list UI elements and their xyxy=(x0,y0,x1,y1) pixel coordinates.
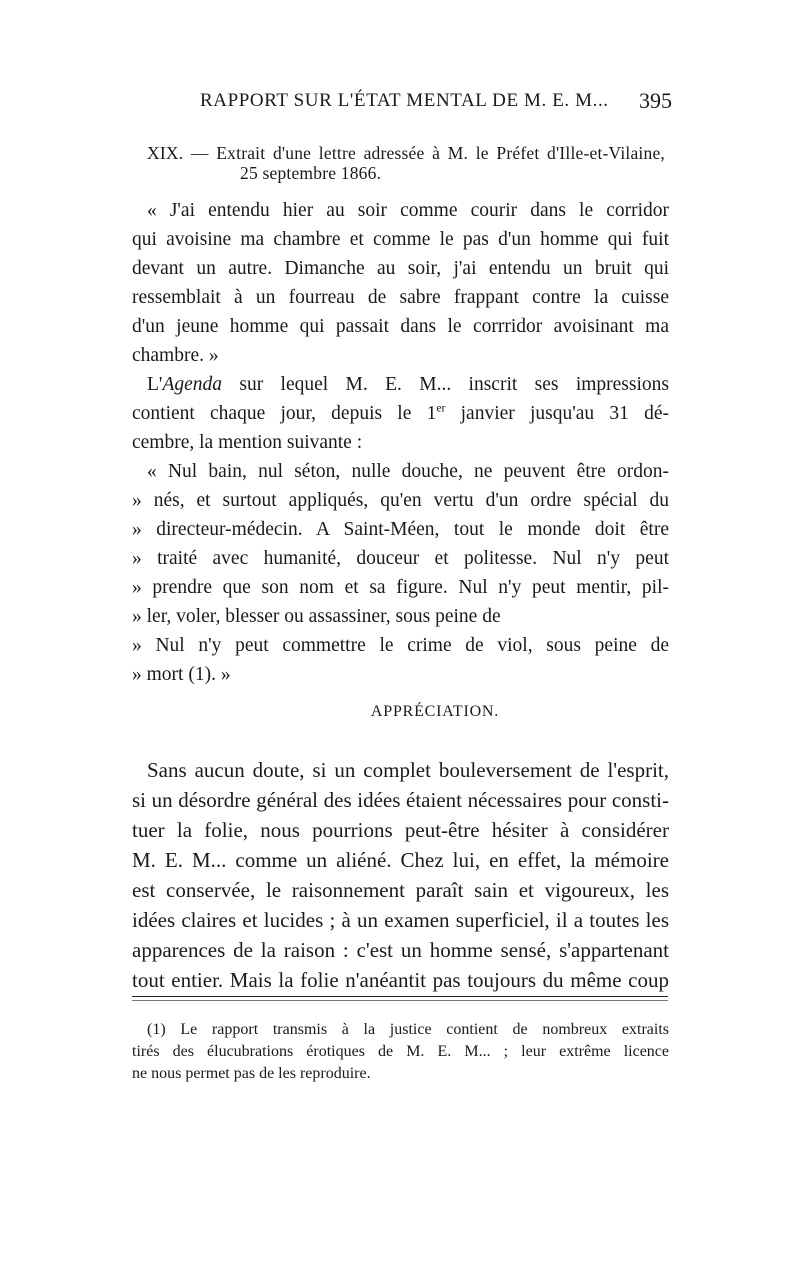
footnote-divider xyxy=(132,996,668,997)
appreciation-line: tuer la folie, nous pourrions peut-être hésiter à considérer xyxy=(132,818,669,842)
quote-line: » nés, et surtout appliqués, qu'en vertu d'un ordre spécial du xyxy=(132,490,669,511)
agenda-paragraph-line xyxy=(147,374,669,396)
appreciation-line: si un désordre général des idées étaient nécessaires pour consti- xyxy=(132,788,669,812)
quote-line: » traité avec humanité, douceur et politesse. Nul n'y peut xyxy=(132,548,669,569)
agenda-text: janvier jusqu'au 31 dé- xyxy=(445,403,669,424)
appreciation-line: M. E. M... comme un aliéné. Chez lui, en effet, la mémoire xyxy=(132,848,669,872)
footnote-line: ne nous permet pas de les reproduire. xyxy=(132,1065,371,1082)
entry-heading-line: XIX. — Extrait d'une lettre adressée à M. le Préfet d'Ille-et-Vilaine, xyxy=(147,143,665,163)
letter-line: devant un autre. Dimanche au soir, j'ai entendu un bruit qui xyxy=(132,258,669,279)
quote-line: « Nul bain, nul séton, nulle douche, ne peuvent être ordon- xyxy=(147,461,669,482)
letter-line: d'un jeune homme qui passait dans le corrridor avoisinant ma xyxy=(132,316,669,337)
appreciation-line: apparences de la raison : c'est un homme sensé, s'appartenant xyxy=(132,938,669,962)
agenda-paragraph-line: cembre, la mention suivante : xyxy=(132,432,363,453)
running-title: RAPPORT SUR L'ÉTAT MENTAL DE M. E. M... xyxy=(200,90,609,111)
agenda-paragraph-line xyxy=(132,403,669,425)
section-title xyxy=(0,703,800,721)
quote-line: » Nul n'y peut commettre le crime de viol, sous peine de xyxy=(132,635,669,656)
agenda-prefix: L' xyxy=(147,374,163,395)
letter-line: ressemblait à un fourreau de sabre frappant contre la cuisse xyxy=(132,287,669,308)
footnote-line: (1) Le rapport transmis à la justice contient de nombreux extraits xyxy=(147,1021,669,1038)
entry-heading-date: 25 septembre 1866. xyxy=(240,163,382,183)
appreciation-line: est conservée, le raisonnement paraît sain et vigoureux, les xyxy=(132,878,669,902)
agenda-text: sur lequel M. E. M... inscrit ses impressions xyxy=(222,374,669,395)
appreciation-line: Sans aucun doute, si un complet bouleversement de l'esprit, xyxy=(147,758,669,782)
footnote-divider-thin xyxy=(132,1000,668,1001)
letter-line: qui avoisine ma chambre et comme le pas d'un homme qui fuit xyxy=(132,229,669,250)
quote-line: » directeur-médecin. A Saint-Méen, tout le monde doit être xyxy=(132,519,669,540)
footnote-line: tirés des élucubrations érotiques de M. E. M... ; leur extrême licence xyxy=(132,1043,669,1060)
ordinal-superscript: er xyxy=(436,401,446,415)
letter-line: chambre. » xyxy=(132,345,219,366)
section-title-text: APPRÉCIATION. xyxy=(370,703,500,720)
agenda-text: contient chaque jour, depuis le 1 xyxy=(132,403,437,424)
page-number: 395 xyxy=(639,88,672,113)
quote-line: » prendre que son nom et sa figure. Nul n'y peut mentir, pil- xyxy=(132,577,669,598)
quote-line: » mort (1). » xyxy=(132,664,231,685)
agenda-italic-title: Agenda xyxy=(162,374,223,395)
quote-line: » ler, voler, blesser ou assassiner, sous peine de xyxy=(132,606,501,627)
appreciation-line: tout entier. Mais la folie n'anéantit pas toujours du même coup xyxy=(132,968,669,992)
appreciation-line: idées claires et lucides ; à un examen superficiel, il a toutes les xyxy=(132,908,669,932)
letter-line: « J'ai entendu hier au soir comme courir dans le corridor xyxy=(147,200,669,221)
